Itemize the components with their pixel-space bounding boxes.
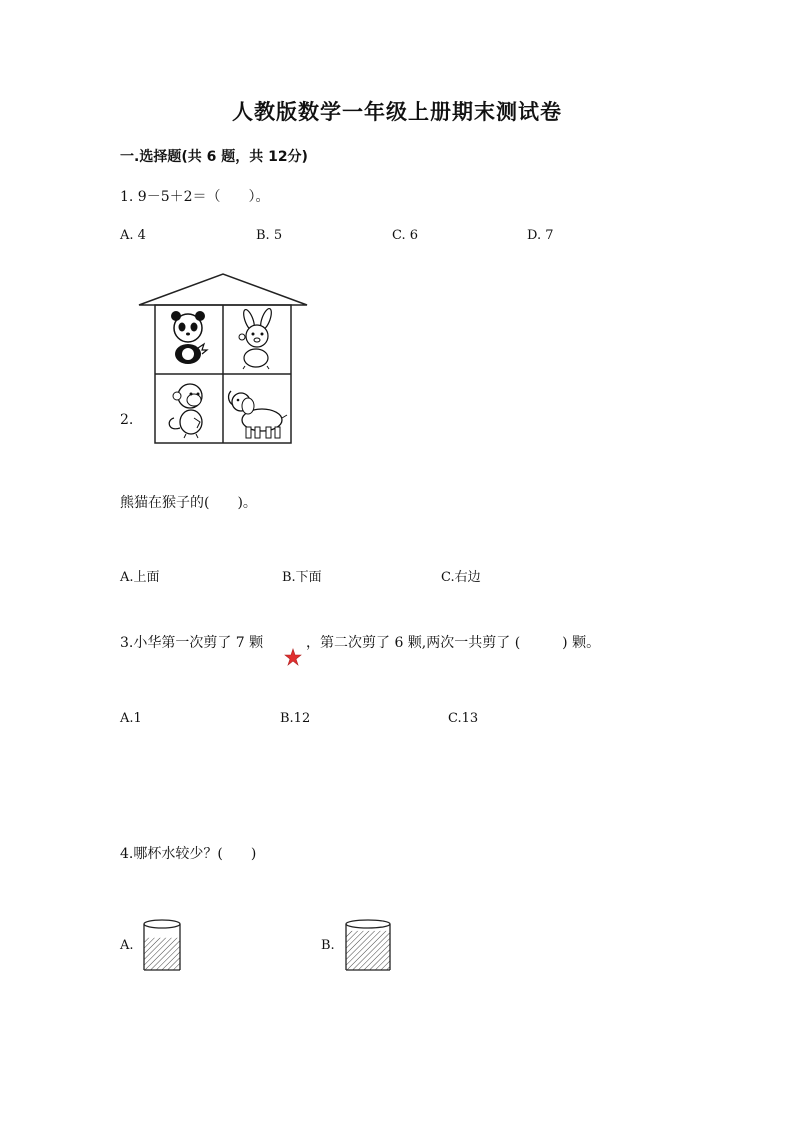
rabbit-icon: [239, 307, 274, 369]
panda-icon: [171, 311, 207, 364]
question-2-number: 2.: [120, 412, 134, 428]
house-diagram: [136, 272, 311, 447]
cup-b-water: [346, 931, 390, 970]
question-1-text: 1. 9－5＋2＝（ ）。: [120, 189, 270, 205]
question-3-text-part2: ，第二次剪了 6 颗,两次一共剪了 ( ) 颗。: [306, 635, 601, 651]
q2-option-a[interactable]: A.上面: [120, 570, 160, 585]
house-roof: [139, 274, 307, 305]
q4-option-a[interactable]: A.: [120, 938, 134, 953]
question-4-text: 4.哪杯水较少？( ): [120, 846, 257, 862]
q2-option-b[interactable]: B.下面: [282, 570, 322, 585]
question-2-text: 熊猫在猴子的( )。: [120, 495, 257, 511]
page-title: 人教版数学一年级上册期末测试卷: [232, 100, 562, 124]
question-3-text-part1: 3.小华第一次剪了 7 颗: [120, 635, 264, 651]
elephant-icon: [229, 391, 287, 438]
q3-option-a[interactable]: A.1: [120, 711, 142, 726]
q1-option-c[interactable]: C. 6: [392, 228, 419, 243]
cup-b-icon[interactable]: [342, 918, 394, 974]
cup-a-water: [144, 938, 180, 970]
q2-option-c[interactable]: C.右边: [441, 570, 481, 585]
star-shape: [285, 649, 301, 665]
section-heading: 一.选择题(共 6 题，共 12分): [120, 149, 308, 165]
star-icon: [284, 648, 302, 666]
q1-option-b[interactable]: B. 5: [256, 228, 283, 243]
q3-option-b[interactable]: B.12: [280, 711, 311, 726]
q3-option-c[interactable]: C.13: [448, 711, 479, 726]
q1-option-d[interactable]: D. 7: [527, 228, 554, 243]
q4-option-b[interactable]: B.: [321, 938, 335, 953]
q1-option-a[interactable]: A. 4: [120, 228, 146, 243]
cup-a-icon[interactable]: [140, 918, 184, 974]
monkey-icon: [169, 384, 202, 438]
